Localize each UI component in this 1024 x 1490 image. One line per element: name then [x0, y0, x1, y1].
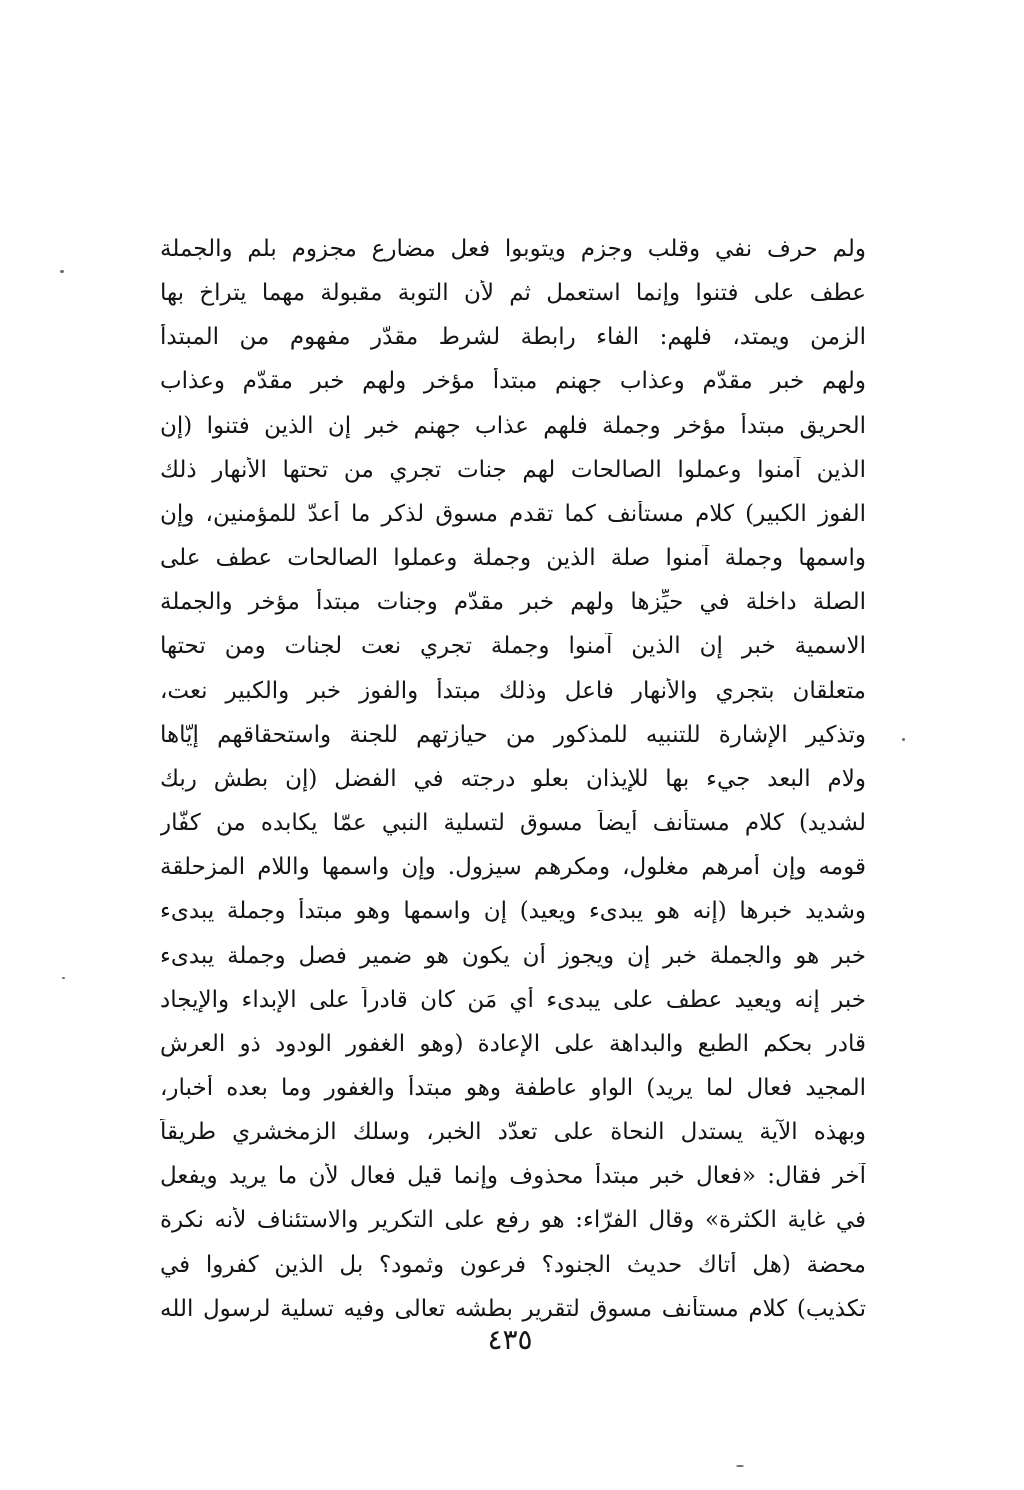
- page-number: ٤٣٥: [487, 1323, 533, 1356]
- text-line-8: واسمها وجملة آمنوا صلة الذين وجملة وعملوا الصالحات عطف على: [160, 545, 866, 572]
- text-line-10: الاسمية خبر إن الذين آمنوا وجملة تجري نعت لجنات ومن تحتها: [160, 633, 866, 660]
- text-line-19: قادر بحكم الطبع والبداهة على الإعادة (وهو الغفور الودود ذو العرش: [160, 1030, 866, 1057]
- text-line-16: وشديد خبرها (إنه هو يبدىء ويعيد) إن واسمها وهو مبتدأ وجملة يبدىء: [160, 898, 866, 925]
- text-line-14: لشديد) كلام مستأنف أيضاً مسوق لتسلية النبي عمّا يكابده من كفّار: [160, 810, 866, 837]
- scan-speck: [62, 977, 65, 979]
- text-line-2: عطف على فتنوا وإنما استعمل ثم لأن التوبة مقبولة مهما يتراخ بها: [160, 280, 866, 307]
- body-text: [160, 236, 866, 1322]
- text-line-23: في غاية الكثرة» وقال الفرّاء: هو رفع على التكرير والاستئناف لأنه نكرة: [160, 1207, 866, 1234]
- text-line-21: وبهذه الآية يستدل النحاة على تعدّد الخبر، وسلك الزمخشري طريقاً: [160, 1119, 866, 1146]
- text-line-5: الحريق مبتدأ مؤخر وجملة فلهم عذاب جهنم خبر إن الذين فتنوا (إن: [160, 412, 866, 439]
- scan-speck: [736, 1465, 744, 1467]
- text-line-9: الصلة داخلة في حيِّزها ولهم خبر مقدّم وجنات مبتدأ مؤخر والجملة: [160, 589, 866, 616]
- text-line-22: آخر فقال: «فعال خبر مبتدأ محذوف وإنما قيل فعال لأن ما يريد ويفعل: [160, 1163, 866, 1190]
- text-line-17: خبر هو والجملة خبر إن ويجوز أن يكون هو ضمير فصل وجملة يبدىء: [160, 942, 866, 969]
- scan-speck: [902, 738, 905, 741]
- text-line-15: قومه وإن أمرهم مغلول، ومكرهم سيزول. وإن واسمها واللام المزحلقة: [160, 854, 866, 881]
- text-line-7: الفوز الكبير) كلام مستأنف كما تقدم مسوق لذكر ما أعدّ للمؤمنين، وإن: [160, 500, 866, 527]
- text-line-13: ولام البعد جيء بها للإيذان بعلو درجته في الفضل (إن بطش ربك: [160, 765, 866, 792]
- text-line-4: ولهم خبر مقدّم وعذاب جهنم مبتدأ مؤخر ولهم خبر مقدّم وعذاب: [160, 368, 866, 395]
- text-line-18: خبر إنه ويعيد عطف على يبدىء أي مَن كان قادراً على الإبداء والإيجاد: [160, 986, 866, 1013]
- text-line-3: الزمن ويمتد، فلهم: الفاء رابطة لشرط مقدّر مفهوم من المبتدأ: [160, 324, 866, 351]
- scan-speck: [60, 270, 64, 273]
- text-line-20: المجيد فعال لما يريد) الواو عاطفة وهو مبتدأ والغفور وما بعده أخبار،: [160, 1074, 866, 1101]
- text-line-1: ولم حرف نفي وقلب وجزم ويتوبوا فعل مضارع مجزوم بلم والجملة: [160, 236, 866, 262]
- text-line-6: الذين آمنوا وعملوا الصالحات لهم جنات تجري من تحتها الأنهار ذلك: [160, 456, 866, 483]
- text-line-25: تكذيب) كلام مستأنف مسوق لتقرير بطشه تعالى وفيه تسلية لرسول الله: [160, 1295, 866, 1322]
- text-line-12: وتذكير الإشارة للتنبيه للمذكور من حيازتهم للجنة واستحقاقهم إيّاها: [160, 721, 866, 748]
- text-line-11: متعلقان بتجري والأنهار فاعل وذلك مبتدأ والفوز خبر والكبير نعت،: [160, 677, 866, 704]
- text-line-24: محضة (هل أتاك حديث الجنود؟ فرعون وثمود؟ بل الذين كفروا في: [160, 1251, 866, 1278]
